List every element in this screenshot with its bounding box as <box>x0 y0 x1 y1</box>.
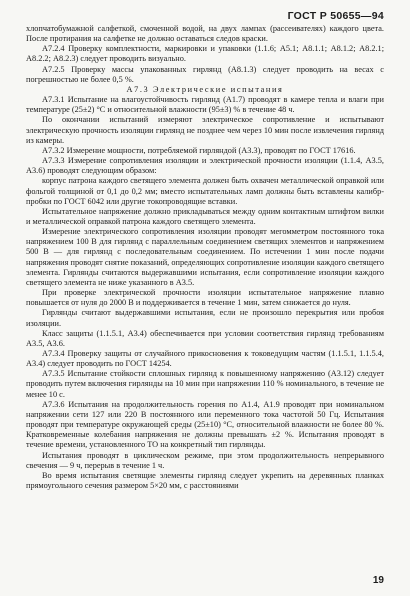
paragraph: Испытательное напряжение должно прикладываться между одним контактным штифтом вилки и металлической оправкой патрона каждого светящего элемента. <box>26 206 384 226</box>
paragraph: хлопчатобумажной салфеткой, смоченной водой, на двух лампах (рассеивателях) каждого цвета. После протирания на салфетке не должно оставаться следов краски. <box>26 24 384 44</box>
paragraph: А7.3.6 Испытания на продолжительность горения по А1.4, А1.9 проводят при номинальном напряжении сети 127 или 220 В постоянного или переменного тока частотой 50 Гц. Испытания проводят при температуре окружающей среды (25±10) °С, относительной влажности не более 80 %. Кратковременные колебания напряжения не должны превышать ±2 %. Испытания проводят в течение времени, установленного ТО на конкретный тип гирлянды. <box>26 399 384 450</box>
paragraph: Измерение электрического сопротивления изоляции проводят мегомметром постоянного тока напряжением 100 В для гирлянд с параллельным соединением светящих элементов и напряжением 500 В — для гирлянд с последовательным соединением. По истечении 1 мин после подачи напряжения проводят снятие показаний, определяющих сопротивление изоляции каждого светящего элемента. Гирлянды считаются выдержавшими испытания, если сопротивление изоляции каждого светящего элемента не ниже указанного в А3.5. <box>26 227 384 287</box>
paragraph: По окончании испытаний измеряют электрическое сопротивление и испытывают электрическую прочность изоляции гирлянд не позднее чем через 10 мин после извлечения гирлянд из камеры. <box>26 115 384 145</box>
section-heading: А7.3 Электрические испытания <box>126 84 284 94</box>
paragraph: А7.3.4 Проверку защиты от случайного прикосновения к токоведущим частям (1.1.5.1, 1.1.5.4, А3.4) следует проводить по ГОСТ 14254. <box>26 349 384 369</box>
paragraph: корпус патрона каждого светящего элемента должен быть охвачен металлической оправкой или фольгой толщиной от 0,1 до 0,2 мм; вместо испытательных ламп должны быть вставлены калибр-пробки по ГОСТ 6042 или другие токопроводящие вставки. <box>26 176 384 206</box>
paragraph: А7.3.3 Измерение сопротивления изоляции и электрической прочности изоляции (1.1.4, А3.5, А3.6) проводят следующим образом: <box>26 156 384 176</box>
paragraph: А7.2.4 Проверку комплектности, маркировки и упаковки (1.1.6; А5.1; А8.1.1; А8.1.2; А8.2.1; А8.2.2; А8.2.3) следует проводить визуально. <box>26 44 384 64</box>
paragraph: А7.2.5 Проверку массы упакованных гирлянд (А8.1.3) следует проводить на весах с погрешностью не более 0,5 %. <box>26 64 384 84</box>
paragraph: А7.3.1 Испытание на влагоустойчивость гирлянд (А1.7) проводят в камере тепла и влаги при температуре (25±2) °С и относительной влажности (95±3) % в течение 48 ч. <box>26 95 384 115</box>
standard-code: ГОСТ Р 50655—94 <box>287 10 384 22</box>
paragraph: А7.3.5 Испытание стойкости сплошных гирлянд к повышенному напряжению (А3.12) следует проводить путем включения гирлянды на 10 мин при напряжении 110 % номинального, в течение не менее 10 с. <box>26 369 384 399</box>
paragraph: Во время испытания светящие элементы гирлянд следует укрепить на деревянных планках прямоугольного сечения размером 5×20 мм, с расстояниями <box>26 470 384 491</box>
document-body <box>26 24 384 491</box>
paragraph: Гирлянды считают выдержавшими испытания, если не произошло перекрытия или пробоя изоляции. <box>26 308 384 328</box>
paragraph: Класс защиты (1.1.5.1, А3.4) обеспечивается при условии соответствия гирлянд требованиям А3.5, А3.6. <box>26 328 384 348</box>
page-number: 19 <box>372 575 384 586</box>
paragraph: А7.3.2 Измерение мощности, потребляемой гирляндой (А3.3), проводят по ГОСТ 17616. <box>42 145 356 155</box>
paragraph: При проверке электрической прочности изоляции испытательное напряжение плавно повышается от нуля до 2000 В и поддерживается в течение 1 мин, затем снижается до нуля. <box>26 288 384 308</box>
paragraph: Испытания проводят в циклическом режиме, при этом продолжительность непрерывного свечения — 9 ч, перерыв в течение 1 ч. <box>26 450 384 470</box>
